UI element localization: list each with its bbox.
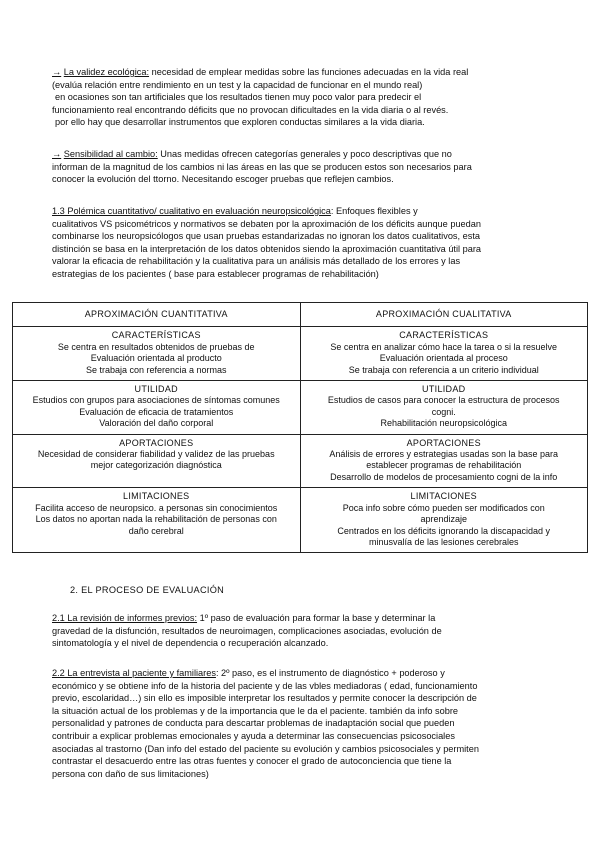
entrevista-line: personalidad y patrones de conducta para descartar problemas de inadaptación social que pueden [52,718,455,729]
polemica-line: : Enfoques flexibles y [330,206,418,216]
validez-line: por ello hay que desarrollar instrumentos que exploren conductas similares a la vida diaria. [55,117,425,128]
revision-line: gravedad de la disfunción, resultados de neuroimagen, complicaciones asociadas, evolución de [52,625,442,636]
table-cell [13,488,301,553]
table-row [13,488,588,553]
sensibilidad-line: Unas medidas ofrecen categorías generales y poco descriptivas que no [157,149,452,159]
sensibilidad-line: informan de la magnitud de los cambios ni las áreas en las que se producen estos son necesarios para [52,161,472,172]
cell-title: CARACTERÍSTICAS [111,330,201,341]
cell-title: LIMITACIONES [123,491,190,502]
cell-line: Se centra en resultados obtenidos de pruebas de [57,341,255,352]
table-row [13,381,588,435]
cell-line: Poca info sobre cómo pueden ser modificados con [342,502,545,513]
cell-title: UTILIDAD [134,384,178,395]
entrevista-heading: 2.2 La entrevista al paciente y familiares [52,668,216,678]
cell-line: Facilita acceso de neuropsico. a personas sin conocimientos [35,502,278,513]
validez-line: funcionamiento real encontrando déficits que no provocan dificultades en la vida diaria o al revés. [52,104,449,115]
table-cell [300,488,588,553]
entrevista-line: económico y se obtiene info de la historia del paciente y de las vbles mediadoras ( edad, funcionamiento [52,680,478,691]
table-cell [13,434,301,488]
table-header-row [13,303,588,327]
cell-line: minusvalía de las lesiones cerebrales [368,536,519,547]
polemica-first-line [52,205,552,218]
cell-line: Análisis de errores y estrategias usadas son la base para [329,449,559,460]
entrevista-line: previo, escolaridad…) sin ello es imposible interpretar los resultados y permite conocer la descripción de [52,693,477,704]
entrevista-line: contrastar el desacuerdo entre las otras fuentes y conocer el grado de autoconciencia que tiene la [52,756,452,767]
cell-line: establecer programas de rehabilitación [366,460,522,471]
entrevista-paragraph [52,667,552,780]
cell-line: Rehabilitación neuropsicológica [380,418,508,429]
validez-label: La validez ecológica: [63,67,150,77]
entrevista-line: contribuir a explicar problemas emocionales y ayuda a determinar las consecuencias psicosociales [52,730,455,741]
revision-first-line [52,612,552,625]
section-heading: 2. EL PROCESO DE EVALUACIÓN [70,585,225,595]
cell-line: Evaluación de eficacia de tratamientos [79,406,234,417]
cell-title: LIMITACIONES [410,491,477,502]
cell-line: Evaluación orientada al producto [90,353,222,364]
revision-line: sintomatología y el nivel de dependencia o recuperación alcanzado. [52,638,329,649]
header-cualitativa: APROXIMACIÓN CUALITATIVA [300,303,588,327]
polemica-line: distinción se basa en la interpretación de los datos obtenidos siendo la aproximación cuantitativa útil para [52,243,482,254]
cell-title: UTILIDAD [422,384,466,395]
table-cell [300,381,588,435]
cell-line: daño cerebral [128,525,184,536]
cell-line: Evaluación orientada al proceso [379,353,508,364]
cell-line: Centrados en los déficits ignorando la discapacidad y [337,525,551,536]
sensibilidad-first-line [52,148,552,161]
cell-line: mejor categorización diagnóstica [90,460,222,471]
entrevista-first-line [52,667,552,680]
header-cuantitativa: APROXIMACIÓN CUANTITATIVA [13,303,301,327]
validez-line: (evalúa relación entre rendimiento en un test y la capacidad de funcionar en el mundo real) [52,79,423,90]
polemica-line: cualitativos VS psicométricos y normativos se debaten por la aproximación de los déficits aunque puedan [52,218,481,229]
polemica-heading: 1.3 Polémica cuantitativo/ cualitativo en evaluación neuropsicológica [52,206,331,216]
sensibilidad-line: conocer la evolución del ttorno. Necesitando escoger pruebas que reflejen cambios. [52,174,394,185]
cell-line: Los datos no aportan nada la rehabilitación de personas con [35,514,277,525]
entrevista-line: la situación actual de los problemas y de la importancia que le da el paciente. también da info sobre [52,705,459,716]
cell-line: aprendizaje [420,514,468,525]
validez-line: en ocasiones son tan artificiales que los resultados tienen muy poco valor para predecir el [55,92,422,103]
cell-line: Se trabaja con referencia a normas [85,364,227,375]
sensibilidad-arrow: → [52,149,62,159]
revision-line: 1º paso de evaluación para formar la base y determinar la [197,613,436,623]
table-row [13,327,588,381]
validez-arrow: → [52,67,62,77]
revision-heading: 2.1 La revisión de informes previos: [52,613,198,623]
comparison-table [12,302,588,553]
table-cell [300,434,588,488]
cell-line: Valoración del daño corporal [99,418,214,429]
table-cell [300,327,588,381]
polemica-line: valorar la eficacia de rehabilitación y la cualitativa para un análisis más detallado de los errores y las [52,256,461,267]
entrevista-line: asociadas al trastorno (Dan info del estado del paciente su evolución y cambios psicosociales y permiten [52,743,479,754]
cell-title: APORTACIONES [119,437,194,448]
polemica-paragraph [52,205,552,281]
validez-line: necesidad de emplear medidas sobre las funciones adecuadas en la vida real [149,67,469,77]
cell-title: APORTACIONES [406,437,481,448]
validez-paragraph [52,66,552,129]
cell-line: Se centra en analizar cómo hace la tarea o si la resuelve [330,341,558,352]
validez-first-line [52,66,552,79]
revision-paragraph [52,612,552,650]
cell-line: Estudios de casos para conocer la estructura de procesos [327,395,560,406]
entrevista-line: : 2º paso, es el instrumento de diagnóstico + poderoso y [215,668,445,678]
table-row [13,434,588,488]
polemica-line: estrategias de los pacientes ( base para establecer programas de rehabilitación) [52,268,379,279]
entrevista-line: persona con daño de sus limitaciones) [52,768,209,779]
cell-line: Se trabaja con referencia a un criterio individual [348,364,539,375]
cell-title: CARACTERÍSTICAS [399,330,489,341]
cell-line: cogni. [431,406,456,417]
sensibilidad-paragraph [52,148,552,186]
sensibilidad-label: Sensibilidad al cambio: [63,149,158,159]
polemica-line: combinarse los neuropsicólogos que usan pruebas estandarizadas no ignoran los datos cualitativos, esta [52,231,480,242]
cell-line: Estudios con grupos para asociaciones de síntomas comunes [32,395,280,406]
table-cell [13,327,301,381]
table-cell [13,381,301,435]
cell-line: Necesidad de considerar fiabilidad y validez de las pruebas [37,449,275,460]
cell-line: Desarrollo de modelos de procesamiento cogni de la info [330,471,558,482]
